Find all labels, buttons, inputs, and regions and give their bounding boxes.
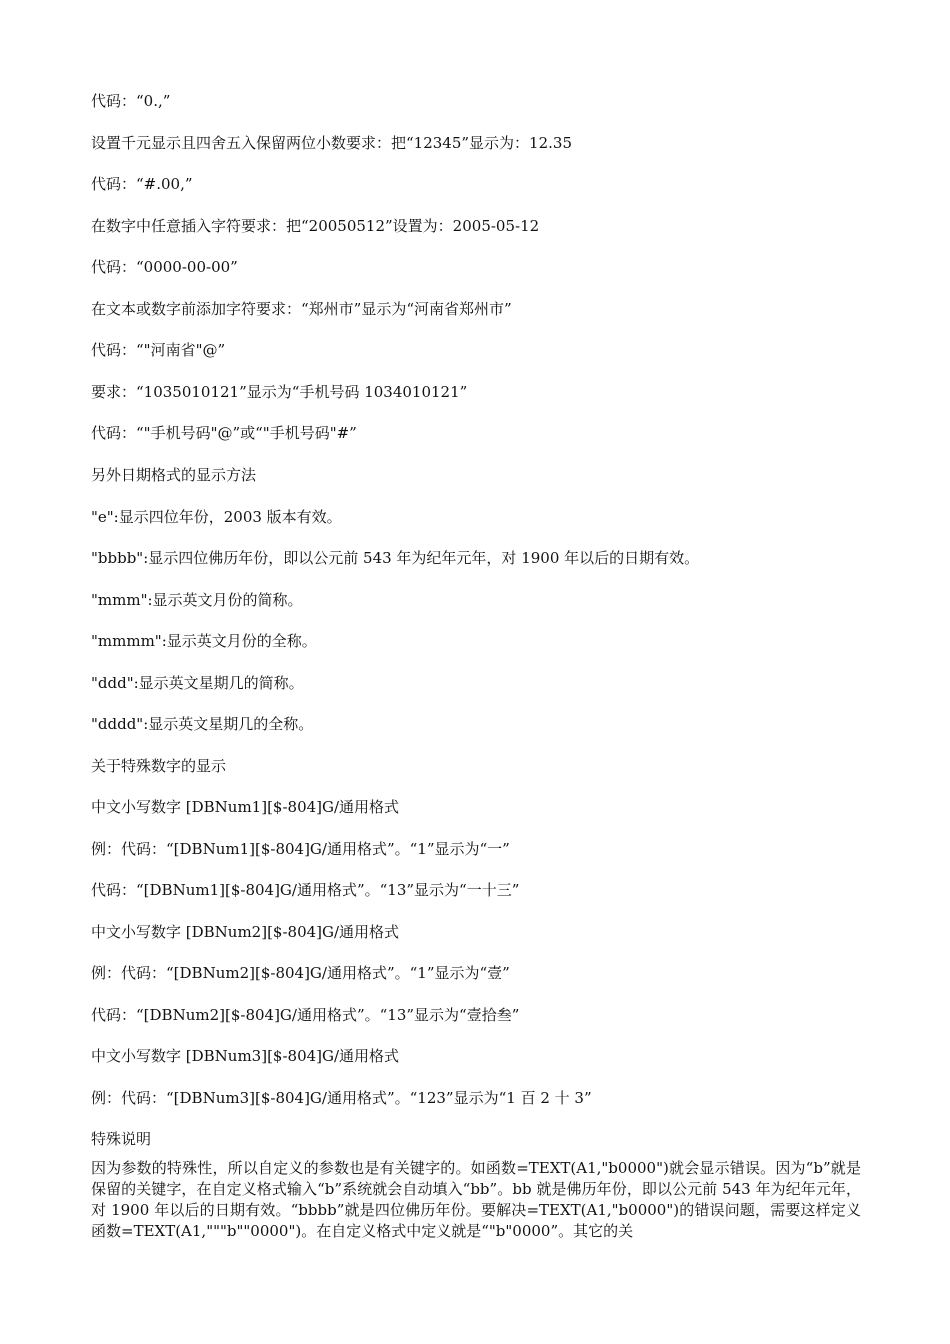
text-line: 代码：“[DBNum2][$-804]G/通用格式”。“13”显示为“壹拾叁” <box>91 1006 520 1024</box>
text-line: 代码：“0000-00-00” <box>91 258 238 276</box>
text-line: 代码：“"河南省"@” <box>91 341 226 359</box>
text-line: 例：代码：“[DBNum2][$-804]G/通用格式”。“1”显示为“壹” <box>91 964 510 982</box>
text-line: 代码：“"手机号码"@”或“"手机号码"#” <box>91 424 357 442</box>
section-heading: 特殊说明 <box>91 1130 152 1148</box>
text-line: "ddd":显示英文星期几的简称。 <box>91 674 304 692</box>
text-line: 在数字中任意插入字符要求：把“20050512”设置为：2005-05-12 <box>91 217 540 235</box>
text-line: 例：代码：“[DBNum1][$-804]G/通用格式”。“1”显示为“一” <box>91 840 510 858</box>
text-line: "e":显示四位年份，2003 版本有效。 <box>91 508 342 526</box>
text-line: 代码：“#.00,” <box>91 175 193 193</box>
text-line: 中文小写数字 [DBNum2][$-804]G/通用格式 <box>91 923 400 941</box>
text-line: 中文小写数字 [DBNum3][$-804]G/通用格式 <box>91 1047 400 1065</box>
text-line: 设置千元显示且四舍五入保留两位小数要求：把“12345”显示为：12.35 <box>91 134 572 152</box>
text-line: 代码：“[DBNum1][$-804]G/通用格式”。“13”显示为“一十三” <box>91 881 520 899</box>
text-line: "bbbb":显示四位佛历年份，即以公元前 543 年为纪年元年，对 1900 年以后的日期有效。 <box>91 549 700 567</box>
text-line: 要求：“1035010121”显示为“手机号码 1034010121” <box>91 383 468 401</box>
text-line: 在文本或数字前添加字符要求：“郑州市”显示为“河南省郑州市” <box>91 300 512 318</box>
section-heading: 关于特殊数字的显示 <box>91 757 227 775</box>
section-heading: 另外日期格式的显示方法 <box>91 466 257 484</box>
text-line: 例：代码：“[DBNum3][$-804]G/通用格式”。“123”显示为“1 百 2 十 3” <box>91 1089 592 1107</box>
text-line: "dddd":显示英文星期几的全称。 <box>91 715 314 733</box>
special-note-paragraph: 因为参数的特殊性，所以自定义的参数也是有关键字的。如函数=TEXT(A1,"b0000")就会显示错误。因为“b”就是保留的关键字，在自定义格式输入“b”系统就会自动填入“bb”。bb 就是佛历年份，即以公元前 543 年为纪年元年，对 1900 年以后的日期有效。“bbbb”就是四位佛历年份。要解决=TEXT(A1,"b0000")的错误问题，需要这样定义函数=TEXT(A1,"""b""0000")。在自定义格式中定义就是“"b"0000”。其它的关 <box>91 1159 861 1240</box>
text-line: 代码：“0.,” <box>91 92 171 110</box>
text-line: "mmm":显示英文月份的简称。 <box>91 591 303 609</box>
text-line: 中文小写数字 [DBNum1][$-804]G/通用格式 <box>91 798 400 816</box>
text-line: "mmmm":显示英文月份的全称。 <box>91 632 317 650</box>
